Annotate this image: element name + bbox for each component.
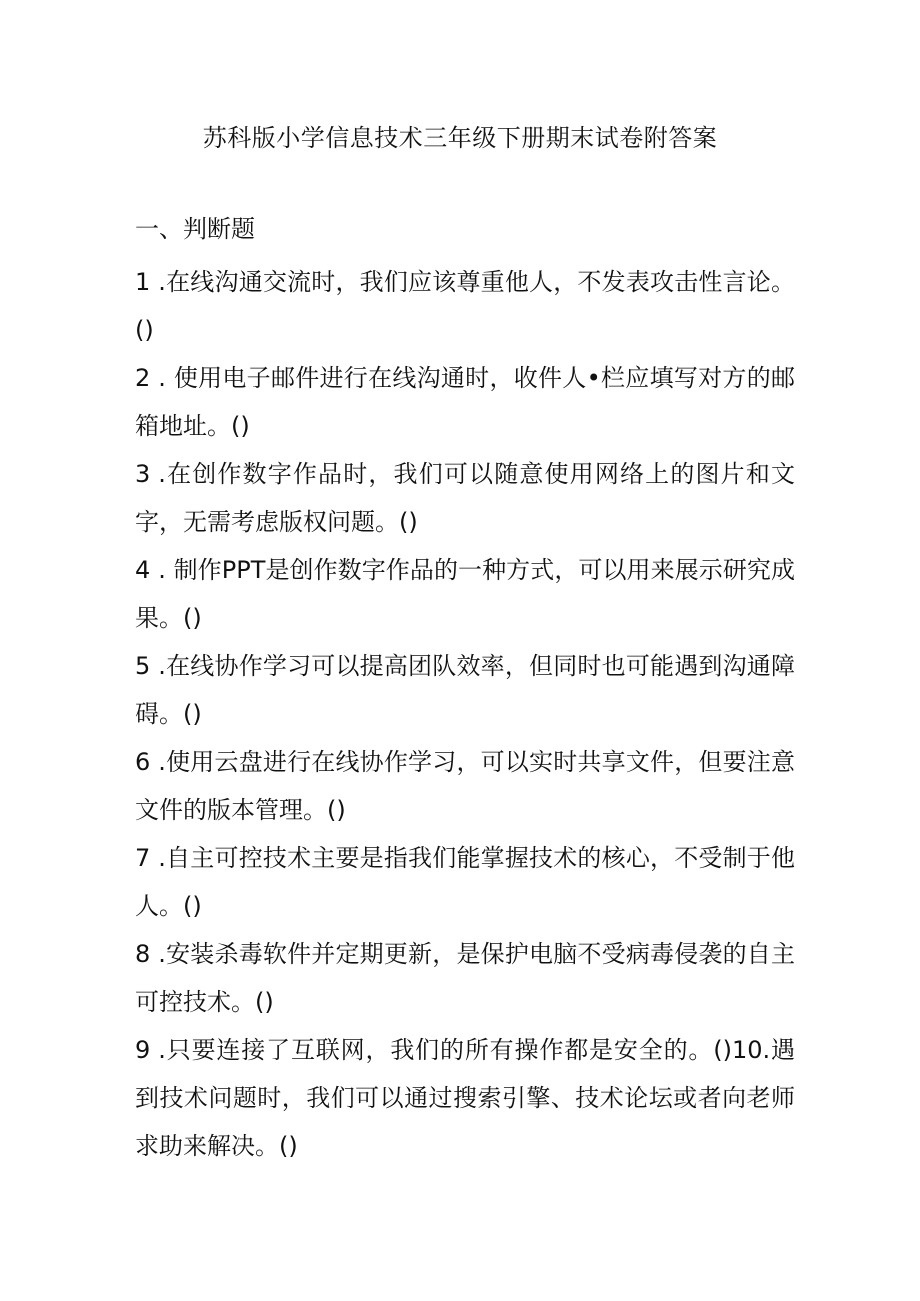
question-item bbox=[135, 354, 795, 450]
question-number: 8 bbox=[135, 940, 151, 968]
question-item bbox=[135, 738, 795, 834]
document-title: 苏科版小学信息技术三年级下册期末试卷附答案 bbox=[202, 124, 718, 152]
question-item bbox=[135, 258, 795, 354]
question-number: 1 bbox=[135, 268, 151, 296]
question-text: . 使用电子邮件进行在线沟通时，收件人•栏应填写对方的邮箱地址。() bbox=[135, 364, 795, 440]
question-text: .只要连接了互联网，我们的所有操作都是安全的。()10.遇到技术问题时，我们可以通过搜索引擎、技术论坛或者向老师求助来解决。() bbox=[135, 1036, 795, 1160]
question-item bbox=[135, 930, 795, 1026]
question-number: 4 bbox=[135, 556, 151, 584]
question-text: .在创作数字作品时，我们可以随意使用网络上的图片和文字，无需考虑版权问题。() bbox=[135, 460, 795, 536]
section-heading: 一、判断题 bbox=[135, 215, 255, 243]
question-text: .安装杀毒软件并定期更新，是保护电脑不受病毒侵袭的自主可控技术。() bbox=[135, 940, 795, 1016]
question-number: 7 bbox=[135, 844, 151, 872]
question-item bbox=[135, 834, 795, 930]
question-item bbox=[135, 642, 795, 738]
question-text: .在线协作学习可以提高团队效率，但同时也可能遇到沟通障碍。() bbox=[135, 652, 795, 728]
question-text: . 制作PPT是创作数字作品的一种方式，可以用来展示研究成果。() bbox=[135, 556, 795, 632]
question-number: 3 bbox=[135, 460, 151, 488]
question-item bbox=[135, 1026, 795, 1170]
question-number: 5 bbox=[135, 652, 151, 680]
question-item bbox=[135, 546, 795, 642]
question-text: .在线沟通交流时，我们应该尊重他人，不发表攻击性言论。() bbox=[135, 268, 795, 344]
question-text: .使用云盘进行在线协作学习，可以实时共享文件，但要注意文件的版本管理。() bbox=[135, 748, 795, 824]
question-number: 9 bbox=[135, 1036, 151, 1064]
question-number: 2 bbox=[135, 364, 151, 392]
question-number: 6 bbox=[135, 748, 151, 776]
question-list bbox=[135, 258, 795, 1170]
question-item bbox=[135, 450, 795, 546]
question-text: .自主可控技术主要是指我们能掌握技术的核心，不受制于他人。() bbox=[135, 844, 795, 920]
